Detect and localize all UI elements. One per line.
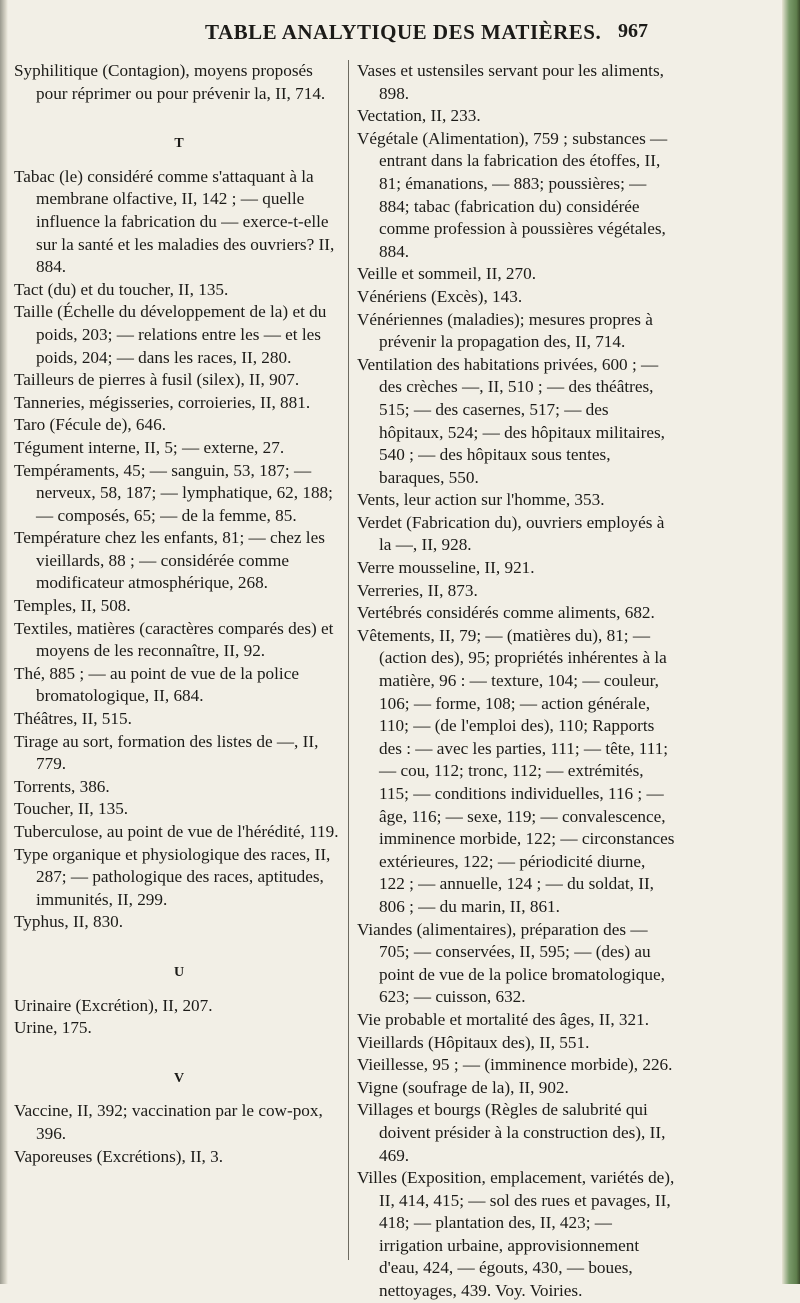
index-entry: Viandes (alimentaires), préparation des — 705; — conservées, II, 595; — (des) au point de vue de la police bromatologique, 623; — cuisson, 632. — [357, 919, 665, 1007]
index-entry: Tirage au sort, formation des listes de —, II, 779. — [14, 731, 319, 774]
index-entry: Vertébrés considérés comme aliments, 682. — [357, 603, 655, 623]
index-entry: Tégument interne, II, 5; — externe, 27. — [14, 437, 285, 457]
section-u-entries — [14, 995, 344, 1040]
section-v-entries-cont — [357, 60, 675, 1303]
index-entry: Vêtements, II, 79; — (matières du), 81; — (action des), 95; propriétés inhérentes à la matière, 96 : — texture, 104; — couleur, 106; — forme, 108; — action générale, 110; — (de l'emploi des), 110; Rapports des : — avec les parties, 111; — tête, 111; — cou, 112; tronc, 112; — extrémités, 115; — conditions individuelles, 116 ; — âge, 116; — sexe, 119; — convalescence, imminence morbide, 122; — circonstances extérieures, 122; — périodicité diurne, 122 ; — annuelle, 124 ; — du soldat, II, 806 ; — du marin, II, 861. — [357, 625, 675, 916]
index-entry: Toucher, II, 135. — [14, 799, 129, 819]
index-entry: Urine, 175. — [14, 1018, 92, 1038]
column-divider — [348, 60, 349, 1260]
index-entry: Tact (du) et du toucher, II, 135. — [14, 279, 229, 299]
index-entry: Vaporeuses (Excrétions), II, 3. — [14, 1146, 224, 1166]
index-entry: Vaccine, II, 392; vaccination par le cow-pox, 396. — [14, 1101, 323, 1143]
section-letter-u: U — [173, 964, 185, 980]
index-entry: Textiles, matières (caractères comparés des) et moyens de les reconnaître, II, 92. — [14, 618, 334, 661]
index-entry: Température chez les enfants, 81; — chez les vieillards, 88 ; — considérée comme modificateur atmosphérique, 268. — [14, 528, 325, 593]
section-v-entries — [14, 1100, 344, 1168]
page-left-shadow — [0, 0, 8, 1284]
index-entry: Théâtres, II, 515. — [14, 709, 132, 729]
running-title: TABLE ANALYTIQUE DES MATIÈRES. — [205, 20, 602, 44]
index-entry: Ventilation des habitations privées, 600 ; — des crèches —, II, 510 ; — des théâtres, 515; — des casernes, 517; — des hôpitaux, 524; — des hôpitaux militaires, 540 ; — des hôpitaux sous tentes, baraques, 550. — [357, 354, 665, 487]
index-entry: Type organique et physiologique des races, II, 287; — pathologique des races, aptitudes, immunités, II, 299. — [14, 844, 331, 909]
index-entry: Syphilitique (Contagion), moyens proposés pour réprimer ou pour prévenir la, II, 714. — [14, 61, 326, 103]
index-entry: Vénériennes (maladies); mesures propres à prévenir la propagation des, II, 714. — [357, 309, 653, 352]
index-entry: Vieillards (Hôpitaux des), II, 551. — [357, 1032, 590, 1052]
index-entry: Vents, leur action sur l'homme, 353. — [357, 490, 605, 510]
index-entry: Végétale (Alimentation), 759 ; substances — entrant dans la fabrication des étoffes, II, 81; émanations, — 883; poussières; — 884; tabac (fabrication du) considérée comme profession à poussières végétales, 884. — [357, 128, 668, 261]
section-t-entries — [14, 166, 344, 934]
index-entry: Torrents, 386. — [14, 776, 110, 796]
page-right-edge — [782, 0, 800, 1284]
index-entry: Tuberculose, au point de vue de l'hérédité, 119. — [14, 822, 339, 841]
index-entry: Vigne (soufrage de la), II, 902. — [357, 1077, 569, 1097]
index-entry: Villages et bourgs (Règles de salubrité qui doivent présider à la construction des), II, 469. — [357, 1100, 666, 1165]
index-entry: Tailleurs de pierres à fusil (silex), II, 907. — [14, 370, 300, 390]
index-entry: Typhus, II, 830. — [14, 912, 124, 932]
index-entry: Vénériens (Excès), 143. — [357, 286, 523, 306]
index-entry: Verdet (Fabrication du), ouvriers employés à la —, II, 928. — [357, 512, 665, 555]
index-entry: Vieillesse, 95 ; — (imminence morbide), 226. — [357, 1055, 673, 1075]
index-entry: Tanneries, mégisseries, corroieries, II, 881. — [14, 392, 311, 412]
page-header — [0, 18, 800, 48]
section-letter-t: T — [174, 136, 184, 152]
page-number: 967 — [618, 20, 648, 42]
index-entry: Taille (Échelle du développement de la) et du poids, 203; — relations entre les — et les poids, 204; — dans les races, II, 280. — [14, 302, 327, 367]
index-entry: Taro (Fécule de), 646. — [14, 415, 166, 435]
index-entry: Tabac (le) considéré comme s'attaquant à la membrane olfactive, II, 142 ; — quelle influence la fabrication du — exerce-t-elle sur la santé et les maladies des ouvriers? II, 884. — [14, 166, 335, 277]
index-entry: Temples, II, 508. — [14, 596, 131, 616]
index-entry: Villes (Exposition, emplacement, variétés de), II, 414, 415; — sol des rues et pavages, II, 418; — plantation des, II, 423; — irrigation urbaine, approvisionnement d'eau, 424, — égouts, 430, — boues, nettoyages, 439. Voy. Voiries. — [357, 1168, 675, 1301]
index-entry: Urinaire (Excrétion), II, 207. — [14, 995, 213, 1015]
index-entry: Vectation, II, 233. — [357, 106, 481, 126]
index-entry: Vases et ustensiles servant pour les aliments, 898. — [357, 61, 664, 103]
index-entry: Vie probable et mortalité des âges, II, 321. — [357, 1009, 650, 1029]
index-entry: Thé, 885 ; — au point de vue de la police bromatologique, II, 684. — [14, 663, 299, 706]
right-column — [357, 60, 675, 1303]
left-column — [14, 60, 344, 1168]
index-entry: Tempéraments, 45; — sanguin, 53, 187; — nerveux, 58, 187; — lymphatique, 62, 188; — composés, 65; — de la femme, 85. — [14, 460, 333, 525]
index-entry: Verre mousseline, II, 921. — [357, 558, 535, 578]
index-entry: Veille et sommeil, II, 270. — [357, 264, 536, 284]
index-entry: Verreries, II, 873. — [357, 580, 478, 600]
section-letter-v: V — [173, 1070, 185, 1086]
